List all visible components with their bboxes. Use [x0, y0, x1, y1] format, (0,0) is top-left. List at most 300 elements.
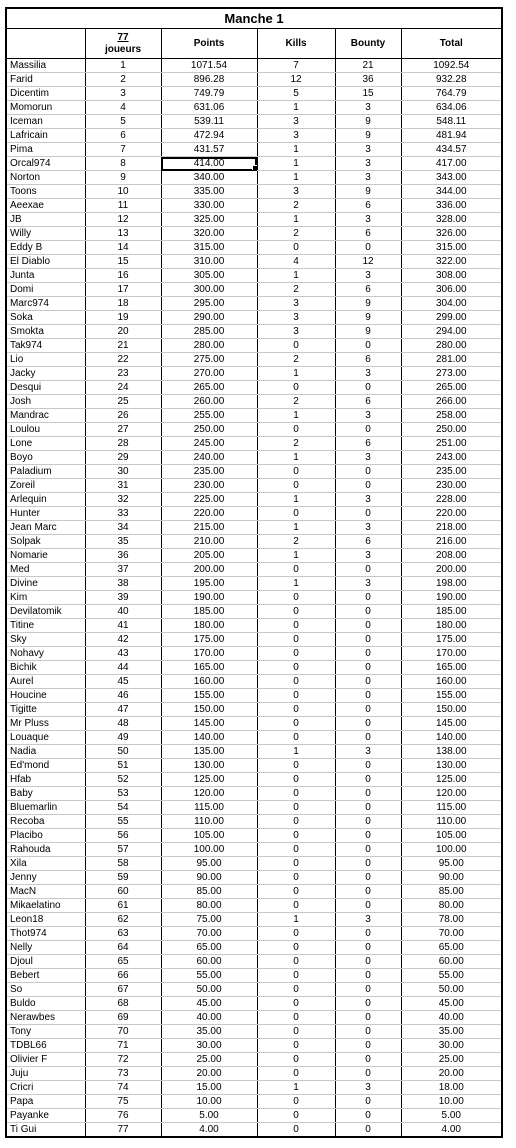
- bounty-cell[interactable]: 0: [335, 885, 401, 899]
- bounty-cell[interactable]: 0: [335, 1025, 401, 1039]
- points-cell[interactable]: 330.00: [161, 199, 257, 213]
- rank-cell[interactable]: 59: [85, 871, 161, 885]
- bounty-cell[interactable]: 0: [335, 1123, 401, 1138]
- rank-cell[interactable]: 18: [85, 297, 161, 311]
- total-cell[interactable]: 548.11: [401, 115, 502, 129]
- kills-cell[interactable]: 2: [257, 227, 335, 241]
- bounty-cell[interactable]: 3: [335, 549, 401, 563]
- bounty-cell[interactable]: 3: [335, 745, 401, 759]
- bounty-cell[interactable]: 0: [335, 465, 401, 479]
- points-cell[interactable]: 315.00: [161, 241, 257, 255]
- rank-cell[interactable]: 34: [85, 521, 161, 535]
- bounty-cell[interactable]: 0: [335, 661, 401, 675]
- player-name-cell[interactable]: Med: [6, 563, 85, 577]
- points-cell[interactable]: 431.57: [161, 143, 257, 157]
- total-cell[interactable]: 434.57: [401, 143, 502, 157]
- kills-cell[interactable]: 0: [257, 647, 335, 661]
- kills-cell[interactable]: 0: [257, 661, 335, 675]
- points-cell[interactable]: 310.00: [161, 255, 257, 269]
- total-cell[interactable]: 304.00: [401, 297, 502, 311]
- rank-cell[interactable]: 17: [85, 283, 161, 297]
- player-name-cell[interactable]: Solpak: [6, 535, 85, 549]
- rank-cell[interactable]: 52: [85, 773, 161, 787]
- player-name-cell[interactable]: Papa: [6, 1095, 85, 1109]
- kills-cell[interactable]: 0: [257, 1025, 335, 1039]
- rank-cell[interactable]: 24: [85, 381, 161, 395]
- kills-cell[interactable]: 0: [257, 1039, 335, 1053]
- total-cell[interactable]: 138.00: [401, 745, 502, 759]
- total-cell[interactable]: 160.00: [401, 675, 502, 689]
- bounty-cell[interactable]: 0: [335, 717, 401, 731]
- kills-cell[interactable]: 3: [257, 325, 335, 339]
- player-name-cell[interactable]: Hunter: [6, 507, 85, 521]
- points-cell[interactable]: 115.00: [161, 801, 257, 815]
- kills-cell[interactable]: 1: [257, 269, 335, 283]
- rank-cell[interactable]: 48: [85, 717, 161, 731]
- kills-cell[interactable]: 7: [257, 59, 335, 73]
- points-cell[interactable]: 235.00: [161, 465, 257, 479]
- total-cell[interactable]: 190.00: [401, 591, 502, 605]
- rank-cell[interactable]: 36: [85, 549, 161, 563]
- kills-cell[interactable]: 0: [257, 465, 335, 479]
- bounty-cell[interactable]: 0: [335, 843, 401, 857]
- kills-cell[interactable]: 1: [257, 1081, 335, 1095]
- rank-cell[interactable]: 44: [85, 661, 161, 675]
- kills-cell[interactable]: 0: [257, 619, 335, 633]
- points-cell[interactable]: 90.00: [161, 871, 257, 885]
- rank-cell[interactable]: 72: [85, 1053, 161, 1067]
- total-cell[interactable]: 280.00: [401, 339, 502, 353]
- kills-cell[interactable]: 0: [257, 1109, 335, 1123]
- points-cell[interactable]: 175.00: [161, 633, 257, 647]
- kills-cell[interactable]: 1: [257, 521, 335, 535]
- rank-cell[interactable]: 39: [85, 591, 161, 605]
- kills-cell[interactable]: 4: [257, 255, 335, 269]
- player-name-cell[interactable]: El Diablo: [6, 255, 85, 269]
- player-name-cell[interactable]: Buldo: [6, 997, 85, 1011]
- bounty-cell[interactable]: 6: [335, 199, 401, 213]
- player-name-cell[interactable]: Aeexae: [6, 199, 85, 213]
- points-cell[interactable]: 60.00: [161, 955, 257, 969]
- rank-cell[interactable]: 30: [85, 465, 161, 479]
- bounty-cell[interactable]: 0: [335, 1109, 401, 1123]
- kills-cell[interactable]: 0: [257, 927, 335, 941]
- total-cell[interactable]: 216.00: [401, 535, 502, 549]
- kills-cell[interactable]: 0: [257, 941, 335, 955]
- rank-cell[interactable]: 56: [85, 829, 161, 843]
- total-cell[interactable]: 120.00: [401, 787, 502, 801]
- bounty-cell[interactable]: 3: [335, 913, 401, 927]
- kills-cell[interactable]: 0: [257, 675, 335, 689]
- points-cell[interactable]: 130.00: [161, 759, 257, 773]
- rank-cell[interactable]: 71: [85, 1039, 161, 1053]
- player-name-cell[interactable]: Nomarie: [6, 549, 85, 563]
- rank-cell[interactable]: 40: [85, 605, 161, 619]
- player-name-cell[interactable]: Aurel: [6, 675, 85, 689]
- total-cell[interactable]: 45.00: [401, 997, 502, 1011]
- rank-cell[interactable]: 77: [85, 1123, 161, 1138]
- rank-cell[interactable]: 62: [85, 913, 161, 927]
- total-cell[interactable]: 10.00: [401, 1095, 502, 1109]
- rank-cell[interactable]: 8: [85, 157, 161, 171]
- total-cell[interactable]: 80.00: [401, 899, 502, 913]
- kills-cell[interactable]: 1: [257, 171, 335, 185]
- rank-cell[interactable]: 49: [85, 731, 161, 745]
- bounty-cell[interactable]: 0: [335, 647, 401, 661]
- kills-cell[interactable]: 3: [257, 129, 335, 143]
- points-cell[interactable]: 40.00: [161, 1011, 257, 1025]
- total-cell[interactable]: 40.00: [401, 1011, 502, 1025]
- bounty-cell[interactable]: 0: [335, 1067, 401, 1081]
- points-cell[interactable]: 472.94: [161, 129, 257, 143]
- player-name-cell[interactable]: Placibo: [6, 829, 85, 843]
- player-name-cell[interactable]: Bebert: [6, 969, 85, 983]
- bounty-cell[interactable]: 21: [335, 59, 401, 73]
- points-cell[interactable]: 180.00: [161, 619, 257, 633]
- bounty-cell[interactable]: 9: [335, 115, 401, 129]
- player-name-cell[interactable]: Pima: [6, 143, 85, 157]
- header-bounty[interactable]: Bounty: [335, 29, 401, 59]
- total-cell[interactable]: 208.00: [401, 549, 502, 563]
- kills-cell[interactable]: 0: [257, 983, 335, 997]
- bounty-cell[interactable]: 0: [335, 703, 401, 717]
- points-cell[interactable]: 15.00: [161, 1081, 257, 1095]
- total-cell[interactable]: 50.00: [401, 983, 502, 997]
- kills-cell[interactable]: 1: [257, 143, 335, 157]
- kills-cell[interactable]: 0: [257, 829, 335, 843]
- total-cell[interactable]: 243.00: [401, 451, 502, 465]
- player-name-cell[interactable]: Iceman: [6, 115, 85, 129]
- kills-cell[interactable]: 1: [257, 577, 335, 591]
- player-name-cell[interactable]: Divine: [6, 577, 85, 591]
- bounty-cell[interactable]: 0: [335, 829, 401, 843]
- points-cell[interactable]: 335.00: [161, 185, 257, 199]
- kills-cell[interactable]: 1: [257, 409, 335, 423]
- points-cell[interactable]: 280.00: [161, 339, 257, 353]
- player-name-cell[interactable]: Massilia: [6, 59, 85, 73]
- points-cell[interactable]: 1071.54: [161, 59, 257, 73]
- rank-cell[interactable]: 20: [85, 325, 161, 339]
- player-name-cell[interactable]: Djoul: [6, 955, 85, 969]
- kills-cell[interactable]: 1: [257, 213, 335, 227]
- total-cell[interactable]: 70.00: [401, 927, 502, 941]
- rank-cell[interactable]: 37: [85, 563, 161, 577]
- player-name-cell[interactable]: So: [6, 983, 85, 997]
- bounty-cell[interactable]: 6: [335, 283, 401, 297]
- player-name-cell[interactable]: Kim: [6, 591, 85, 605]
- player-name-cell[interactable]: Lio: [6, 353, 85, 367]
- bounty-cell[interactable]: 9: [335, 129, 401, 143]
- total-cell[interactable]: 105.00: [401, 829, 502, 843]
- total-cell[interactable]: 218.00: [401, 521, 502, 535]
- total-cell[interactable]: 932.28: [401, 73, 502, 87]
- player-name-cell[interactable]: Orcal974: [6, 157, 85, 171]
- rank-cell[interactable]: 33: [85, 507, 161, 521]
- total-cell[interactable]: 326.00: [401, 227, 502, 241]
- bounty-cell[interactable]: 0: [335, 871, 401, 885]
- points-cell[interactable]: 110.00: [161, 815, 257, 829]
- kills-cell[interactable]: 3: [257, 311, 335, 325]
- bounty-cell[interactable]: 0: [335, 927, 401, 941]
- player-name-cell[interactable]: Titine: [6, 619, 85, 633]
- points-cell[interactable]: 4.00: [161, 1123, 257, 1138]
- total-cell[interactable]: 170.00: [401, 647, 502, 661]
- rank-cell[interactable]: 64: [85, 941, 161, 955]
- bounty-cell[interactable]: 3: [335, 157, 401, 171]
- kills-cell[interactable]: 1: [257, 367, 335, 381]
- points-cell[interactable]: 195.00: [161, 577, 257, 591]
- kills-cell[interactable]: 1: [257, 157, 335, 171]
- rank-cell[interactable]: 10: [85, 185, 161, 199]
- total-cell[interactable]: 308.00: [401, 269, 502, 283]
- total-cell[interactable]: 294.00: [401, 325, 502, 339]
- rank-cell[interactable]: 28: [85, 437, 161, 451]
- kills-cell[interactable]: 0: [257, 591, 335, 605]
- points-cell[interactable]: 75.00: [161, 913, 257, 927]
- rank-cell[interactable]: 73: [85, 1067, 161, 1081]
- bounty-cell[interactable]: 9: [335, 185, 401, 199]
- bounty-cell[interactable]: 0: [335, 899, 401, 913]
- player-name-cell[interactable]: MacN: [6, 885, 85, 899]
- bounty-cell[interactable]: 6: [335, 437, 401, 451]
- rank-cell[interactable]: 38: [85, 577, 161, 591]
- points-cell[interactable]: 200.00: [161, 563, 257, 577]
- kills-cell[interactable]: 0: [257, 731, 335, 745]
- bounty-cell[interactable]: 0: [335, 1039, 401, 1053]
- player-name-cell[interactable]: Soka: [6, 311, 85, 325]
- player-name-cell[interactable]: Boyo: [6, 451, 85, 465]
- bounty-cell[interactable]: 0: [335, 857, 401, 871]
- bounty-cell[interactable]: 0: [335, 381, 401, 395]
- total-cell[interactable]: 95.00: [401, 857, 502, 871]
- player-name-cell[interactable]: Marc974: [6, 297, 85, 311]
- player-name-cell[interactable]: Mandrac: [6, 409, 85, 423]
- points-cell[interactable]: 55.00: [161, 969, 257, 983]
- kills-cell[interactable]: 0: [257, 1053, 335, 1067]
- points-cell[interactable]: 5.00: [161, 1109, 257, 1123]
- bounty-cell[interactable]: 9: [335, 325, 401, 339]
- player-name-cell[interactable]: Josh: [6, 395, 85, 409]
- player-name-cell[interactable]: Recoba: [6, 815, 85, 829]
- rank-cell[interactable]: 11: [85, 199, 161, 213]
- kills-cell[interactable]: 0: [257, 843, 335, 857]
- kills-cell[interactable]: 2: [257, 353, 335, 367]
- kills-cell[interactable]: 0: [257, 759, 335, 773]
- total-cell[interactable]: 115.00: [401, 801, 502, 815]
- rank-cell[interactable]: 12: [85, 213, 161, 227]
- bounty-cell[interactable]: 0: [335, 633, 401, 647]
- bounty-cell[interactable]: 0: [335, 423, 401, 437]
- player-name-cell[interactable]: Bluemarlin: [6, 801, 85, 815]
- points-cell[interactable]: 95.00: [161, 857, 257, 871]
- rank-cell[interactable]: 69: [85, 1011, 161, 1025]
- rank-cell[interactable]: 32: [85, 493, 161, 507]
- points-cell[interactable]: 105.00: [161, 829, 257, 843]
- player-name-cell[interactable]: Thot974: [6, 927, 85, 941]
- bounty-cell[interactable]: 12: [335, 255, 401, 269]
- player-name-cell[interactable]: Lafricain: [6, 129, 85, 143]
- total-cell[interactable]: 228.00: [401, 493, 502, 507]
- kills-cell[interactable]: 1: [257, 451, 335, 465]
- points-cell[interactable]: 285.00: [161, 325, 257, 339]
- kills-cell[interactable]: 0: [257, 1067, 335, 1081]
- kills-cell[interactable]: 2: [257, 199, 335, 213]
- kills-cell[interactable]: 0: [257, 801, 335, 815]
- points-cell[interactable]: 35.00: [161, 1025, 257, 1039]
- player-name-cell[interactable]: Ti Gui: [6, 1123, 85, 1138]
- player-name-cell[interactable]: Cricri: [6, 1081, 85, 1095]
- points-cell[interactable]: 305.00: [161, 269, 257, 283]
- kills-cell[interactable]: 0: [257, 479, 335, 493]
- player-name-cell[interactable]: Juju: [6, 1067, 85, 1081]
- points-cell[interactable]: 250.00: [161, 423, 257, 437]
- total-cell[interactable]: 155.00: [401, 689, 502, 703]
- total-cell[interactable]: 100.00: [401, 843, 502, 857]
- header-total[interactable]: Total: [401, 29, 502, 59]
- kills-cell[interactable]: 3: [257, 297, 335, 311]
- rank-cell[interactable]: 2: [85, 73, 161, 87]
- rank-cell[interactable]: 14: [85, 241, 161, 255]
- points-cell[interactable]: 45.00: [161, 997, 257, 1011]
- points-cell[interactable]: 245.00: [161, 437, 257, 451]
- points-cell[interactable]: 340.00: [161, 171, 257, 185]
- total-cell[interactable]: 25.00: [401, 1053, 502, 1067]
- player-name-cell[interactable]: Tigitte: [6, 703, 85, 717]
- total-cell[interactable]: 150.00: [401, 703, 502, 717]
- rank-cell[interactable]: 27: [85, 423, 161, 437]
- player-name-cell[interactable]: Nerawbes: [6, 1011, 85, 1025]
- kills-cell[interactable]: 0: [257, 815, 335, 829]
- total-cell[interactable]: 4.00: [401, 1123, 502, 1138]
- player-name-cell[interactable]: Jacky: [6, 367, 85, 381]
- points-cell[interactable]: 290.00: [161, 311, 257, 325]
- player-name-cell[interactable]: Nohavy: [6, 647, 85, 661]
- rank-cell[interactable]: 35: [85, 535, 161, 549]
- rank-cell[interactable]: 66: [85, 969, 161, 983]
- total-cell[interactable]: 78.00: [401, 913, 502, 927]
- points-cell[interactable]: 170.00: [161, 647, 257, 661]
- total-cell[interactable]: 273.00: [401, 367, 502, 381]
- total-cell[interactable]: 140.00: [401, 731, 502, 745]
- rank-cell[interactable]: 5: [85, 115, 161, 129]
- bounty-cell[interactable]: 0: [335, 507, 401, 521]
- kills-cell[interactable]: 0: [257, 969, 335, 983]
- total-cell[interactable]: 299.00: [401, 311, 502, 325]
- points-cell[interactable]: 135.00: [161, 745, 257, 759]
- kills-cell[interactable]: 1: [257, 493, 335, 507]
- bounty-cell[interactable]: 36: [335, 73, 401, 87]
- rank-cell[interactable]: 1: [85, 59, 161, 73]
- total-cell[interactable]: 180.00: [401, 619, 502, 633]
- header-kills[interactable]: Kills: [257, 29, 335, 59]
- points-cell[interactable]: 240.00: [161, 451, 257, 465]
- player-name-cell[interactable]: Jenny: [6, 871, 85, 885]
- kills-cell[interactable]: 0: [257, 1095, 335, 1109]
- points-cell[interactable]: 20.00: [161, 1067, 257, 1081]
- bounty-cell[interactable]: 3: [335, 269, 401, 283]
- player-name-cell[interactable]: Eddy B: [6, 241, 85, 255]
- points-cell[interactable]: 140.00: [161, 731, 257, 745]
- rank-cell[interactable]: 42: [85, 633, 161, 647]
- points-cell[interactable]: 749.79: [161, 87, 257, 101]
- kills-cell[interactable]: 0: [257, 241, 335, 255]
- player-name-cell[interactable]: Willy: [6, 227, 85, 241]
- bounty-cell[interactable]: 0: [335, 941, 401, 955]
- kills-cell[interactable]: 1: [257, 101, 335, 115]
- kills-cell[interactable]: 1: [257, 913, 335, 927]
- kills-cell[interactable]: 12: [257, 73, 335, 87]
- bounty-cell[interactable]: 3: [335, 101, 401, 115]
- rank-cell[interactable]: 55: [85, 815, 161, 829]
- bounty-cell[interactable]: 6: [335, 227, 401, 241]
- points-cell[interactable]: 145.00: [161, 717, 257, 731]
- bounty-cell[interactable]: 0: [335, 241, 401, 255]
- bounty-cell[interactable]: 0: [335, 619, 401, 633]
- kills-cell[interactable]: 0: [257, 605, 335, 619]
- total-cell[interactable]: 281.00: [401, 353, 502, 367]
- player-name-cell[interactable]: Nelly: [6, 941, 85, 955]
- player-name-cell[interactable]: Junta: [6, 269, 85, 283]
- player-name-cell[interactable]: Rahouda: [6, 843, 85, 857]
- player-name-cell[interactable]: Farid: [6, 73, 85, 87]
- bounty-cell[interactable]: 3: [335, 493, 401, 507]
- player-name-cell[interactable]: JB: [6, 213, 85, 227]
- kills-cell[interactable]: 0: [257, 955, 335, 969]
- bounty-cell[interactable]: 15: [335, 87, 401, 101]
- rank-cell[interactable]: 9: [85, 171, 161, 185]
- kills-cell[interactable]: 0: [257, 717, 335, 731]
- kills-cell[interactable]: 0: [257, 885, 335, 899]
- player-name-cell[interactable]: Baby: [6, 787, 85, 801]
- rank-cell[interactable]: 21: [85, 339, 161, 353]
- bounty-cell[interactable]: 3: [335, 409, 401, 423]
- player-name-cell[interactable]: Houcine: [6, 689, 85, 703]
- rank-cell[interactable]: 7: [85, 143, 161, 157]
- points-cell[interactable]: 10.00: [161, 1095, 257, 1109]
- points-cell[interactable]: 160.00: [161, 675, 257, 689]
- kills-cell[interactable]: 0: [257, 423, 335, 437]
- total-cell[interactable]: 336.00: [401, 199, 502, 213]
- points-cell[interactable]: 230.00: [161, 479, 257, 493]
- rank-cell[interactable]: 22: [85, 353, 161, 367]
- total-cell[interactable]: 343.00: [401, 171, 502, 185]
- rank-cell[interactable]: 53: [85, 787, 161, 801]
- bounty-cell[interactable]: 6: [335, 395, 401, 409]
- bounty-cell[interactable]: 0: [335, 1053, 401, 1067]
- rank-cell[interactable]: 16: [85, 269, 161, 283]
- player-name-cell[interactable]: Arlequin: [6, 493, 85, 507]
- points-cell[interactable]: 295.00: [161, 297, 257, 311]
- bounty-cell[interactable]: 3: [335, 577, 401, 591]
- kills-cell[interactable]: 0: [257, 563, 335, 577]
- kills-cell[interactable]: 0: [257, 1123, 335, 1138]
- player-name-cell[interactable]: Hfab: [6, 773, 85, 787]
- rank-cell[interactable]: 58: [85, 857, 161, 871]
- kills-cell[interactable]: 0: [257, 899, 335, 913]
- rank-cell[interactable]: 3: [85, 87, 161, 101]
- rank-cell[interactable]: 19: [85, 311, 161, 325]
- rank-cell[interactable]: 26: [85, 409, 161, 423]
- total-cell[interactable]: 315.00: [401, 241, 502, 255]
- bounty-cell[interactable]: 9: [335, 311, 401, 325]
- points-cell[interactable]: 25.00: [161, 1053, 257, 1067]
- rank-cell[interactable]: 70: [85, 1025, 161, 1039]
- player-name-cell[interactable]: Toons: [6, 185, 85, 199]
- bounty-cell[interactable]: 0: [335, 815, 401, 829]
- rank-cell[interactable]: 54: [85, 801, 161, 815]
- total-cell[interactable]: 634.06: [401, 101, 502, 115]
- player-name-cell[interactable]: Desqui: [6, 381, 85, 395]
